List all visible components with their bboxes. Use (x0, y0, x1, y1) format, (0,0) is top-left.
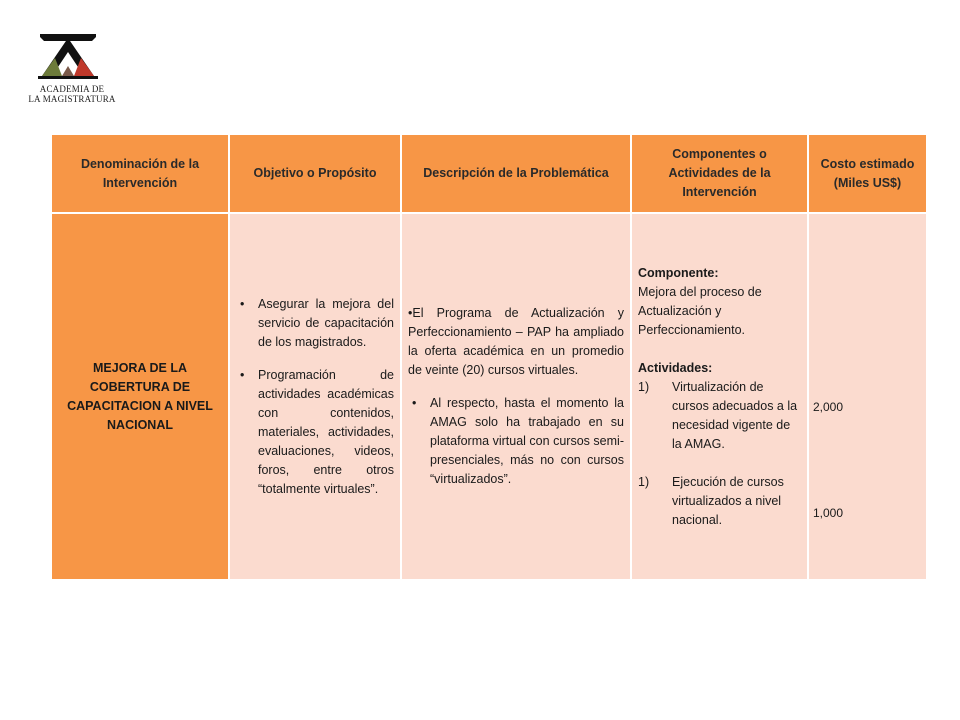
academia-logo-icon (22, 30, 122, 86)
actividad-text: Ejecución de cursos virtualizados a nivel nacional. (672, 474, 784, 527)
cell-denominacion: MEJORA DE LA COBERTURA DE CAPACITACION A NIVEL NACIONAL (51, 213, 229, 580)
actividades-label: Actividades: (638, 360, 713, 375)
cell-objetivos (229, 213, 401, 580)
componente-text: Mejora del proceso de Actualización y Perfeccionamiento. (638, 284, 762, 337)
cell-costos (808, 213, 927, 580)
actividad-item (638, 473, 801, 530)
table-row (51, 213, 927, 580)
descripcion-item: • Al respecto, hasta el momento la AMAG solo ha trabajado en su plataforma virtual con cursos semi-presenciales, más no con cursos “virtualizados”. (430, 394, 624, 489)
header-costo: Costo estimado (Miles US$) (808, 134, 927, 213)
table-header-row (51, 134, 927, 213)
header-objetivo: Objetivo o Propósito (229, 134, 401, 213)
actividad-number: 1) (638, 379, 650, 394)
componente-label: Componente: (638, 265, 719, 280)
actividad-item (638, 378, 801, 454)
cell-descripcion (401, 213, 631, 580)
academia-logo-text (22, 84, 122, 104)
descripcion-intro: •El Programa de Actualización y Perfeccionamiento – PAP ha ampliado la oferta académica en un promedio de veinte (20) cursos virtuales. (408, 306, 624, 377)
actividad-number: 1) (638, 474, 650, 489)
actividad-text: Virtualización de cursos adecuados a la necesidad vigente de la AMAG. (672, 379, 798, 451)
header-descripcion: Descripción de la Problemática (401, 134, 631, 213)
header-componentes: Componentes o Actividades de la Intervención (631, 134, 808, 213)
header-denominacion: Denominación de la Intervención (51, 134, 229, 213)
logo-text-line1: ACADEMIA DE (39, 84, 105, 94)
intervention-table (50, 133, 928, 581)
objetivos-list (236, 295, 394, 499)
costo-value: 1,000 (813, 506, 844, 520)
cell-componentes (631, 213, 808, 580)
costos-container (809, 214, 926, 579)
objetivo-item: • Programación de actividades académicas con contenidos, materiales, actividades, evaluaciones, videos, foros, entre otros “totalmente virtuales”. (258, 366, 394, 499)
logo-text-line2: LA MAGISTRATURA (28, 94, 116, 104)
actividades-list (638, 378, 801, 530)
objetivo-item: • Asegurar la mejora del servicio de capacitación de los magistrados. (258, 295, 394, 352)
componente-block (638, 264, 801, 340)
costo-value: 2,000 (813, 400, 844, 414)
descripcion-list (408, 394, 624, 489)
